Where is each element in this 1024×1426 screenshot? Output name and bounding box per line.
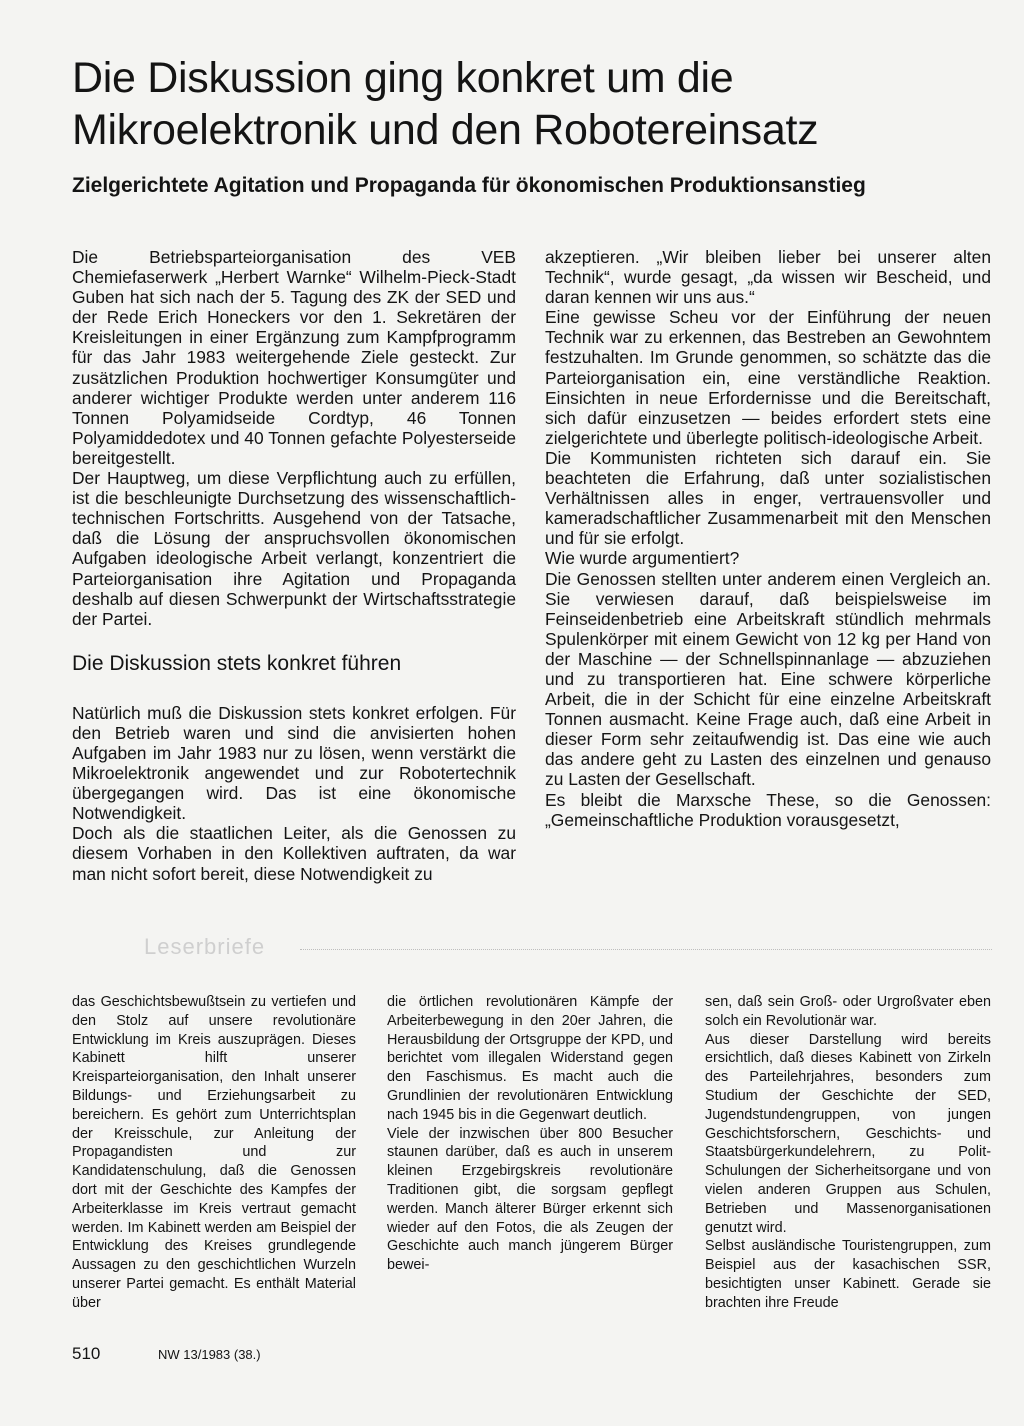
- paragraph: Selbst ausländische Touristengruppen, zum Beispiel aus der kasachischen SSR, besichtigten unser Kabinett. Gerade sie brachten ihre Freude: [705, 1238, 991, 1311]
- letters-column-1: [72, 993, 356, 1313]
- divider-rule: [300, 949, 992, 950]
- article-subtitle: Zielgerichtete Agitation und Propaganda für ökonomischen Produktionsanstieg: [72, 174, 866, 197]
- paragraph: Aus dieser Darstellung wird bereits ersichtlich, daß dieses Kabinett von Zirkeln des Parteilehrjahres, besonders zum Studium der Geschichte der SED, Jugendstundengruppen, von jungen Geschichtsforschern, Geschichts- und Staatsbürgerkundelehrern, zu Polit-Schulungen der Sicherheitsorgane und von vielen anderen Gruppen aus Schulen, Betrieben und Massenorganisationen genutzt wird.: [705, 1031, 991, 1236]
- page-number: 510: [72, 1344, 101, 1363]
- paragraph: Wie wurde argumentiert?: [545, 548, 740, 569]
- paragraph: sen, daß sein Groß- oder Urgroßvater eben solch ein Revolutionär war.: [705, 994, 991, 1029]
- issue-reference: NW 13/1983 (38.): [158, 1347, 261, 1362]
- paragraph: Doch als die staatlichen Leiter, als die Genossen zu diesem Vorhaben in den Kollektiven auftraten, da war man nicht sofort bereit, diese Notwendigkeit zu: [72, 823, 516, 884]
- paragraph: die örtlichen revolutionären Kämpfe der Arbeiterbewegung in den 20er Jahren, die Herausbildung der Ortsgruppe der KPD, und berichtet vom illegalen Widerstand gegen den Faschismus. Es macht auch die Grundlinien der revolutionären Entwicklung nach 1945 bis in die Gegenwart deutlich.: [387, 994, 673, 1123]
- paragraph: Die Genossen stellten unter anderem einen Vergleich an. Sie verwiesen darauf, daß beispielsweise im Feinseidenbetrieb eine Arbeitskraft stündlich mehrmals Spulenkörper mit einem Gewicht von 12 kg per Hand von der Maschine — der Schnellspinnanlage — abzuziehen und zu transportieren hat. Eine schwere körperliche Arbeit, die in der Schicht für eine einzelne Arbeitskraft Tonnen ausmacht. Keine Frage auch, daß eine Arbeit in dieser Form sehr zeitaufwendig ist. Das eine wie auch das andere geht zu Lasten des einzelnen und genauso zu Lasten der Gesellschaft.: [545, 568, 991, 790]
- article-headline: [72, 52, 972, 156]
- paragraph: Eine gewisse Scheu vor der Einführung der neuen Technik war zu erkennen, das Bestreben an Gewohntem festzuhalten. Im Grunde genommen, so schätzte das die Parteiorganisation ein, eine verständliche Reaktion. Einsichten in neue Erfordernisse und die Bereitschaft, sich dafür einzusetzen — beides erfordert stets eine zielgerichtete und überlegte politisch-ideologische Arbeit.: [545, 307, 991, 448]
- headline-line-1: Die Diskussion ging konkret um die: [72, 54, 734, 102]
- paragraph: Viele der inzwischen über 800 Besucher staunen darüber, daß es auch in unserem kleinen Erzgebirgskreis revolutionäre Traditionen gibt, die sorgsam gepflegt werden. Manch älterer Bürger erkennt sich wieder auf den Fotos, die als Zeugen der Geschichte auch manch jüngerem Bürger bewei-: [387, 1125, 673, 1274]
- paragraph: Natürlich muß die Diskussion stets konkret erfolgen. Für den Betrieb waren und sind die anvisierten hohen Aufgaben im Jahr 1983 nur zu lösen, wenn verstärkt die Mikroelektronik angewendet und zur Robotertechnik übergegangen wird. Das ist eine ökonomische Notwendigkeit.: [72, 702, 516, 824]
- section-label: Leserbriefe: [144, 934, 266, 959]
- letters-column-3: [705, 993, 991, 1313]
- paragraph: das Geschichtsbewußtsein zu vertiefen und den Stolz auf unsere revolutionäre Entwicklung im Kreis auszuprägen. Dieses Kabinett hilft unserer Kreisparteiorganisation, den Inhalt unserer Bildungs- und Erziehungsarbeit zu bereichern. Es gehört zum Unterrichtsplan der Kreisschule, zur Anleitung der Propagandisten und zur Kandidatenschulung, daß die Genossen dort mit der Geschichte des Kampfes der Arbeiterklasse im Kreis vertraut gemacht werden. Im Kabinett werden am Beispiel der Entwicklung des Kreises grundlegende Aussagen zu den geschichtlichen Wurzeln unserer Partei gemacht. Es enthält Material über: [72, 994, 356, 1311]
- paragraph: Der Hauptweg, um diese Verpflichtung auch zu erfüllen, ist die beschleunigte Durchsetzung des wissenschaftlich-technischen Fortschritts. Ausgehend von der Tatsache, daß die Lösung der anspruchsvollen ökonomischen Aufgaben ideologische Arbeit verlangt, konzentriert die Parteiorganisation ihre Agitation und Propaganda deshalb auf diesen Schwerpunkt der Wirtschaftsstrategie der Partei.: [72, 468, 516, 629]
- paragraph: Es bleibt die Marxsche These, so die Genossen: „Gemeinschaftliche Produktion vorausgesetzt,: [545, 789, 991, 830]
- paragraph: akzeptieren. „Wir bleiben lieber bei unserer alten Technik“, wurde gesagt, „da wissen wir Bescheid, und daran kennen wir uns aus.“: [545, 247, 991, 308]
- article-column-1: [72, 247, 516, 884]
- letters-column-2: [387, 993, 673, 1275]
- paragraph: Die Kommunisten richteten sich darauf ein. Sie beachteten die Erfahrung, daß unter sozialistischen Verhältnissen alles in enger, vertrauensvoller und kameradschaftlicher Zusammenarbeit mit den Menschen und für sie erfolgt.: [545, 447, 991, 549]
- section-divider: [72, 932, 992, 962]
- headline-line-2: Mikroelektronik und den Robotereinsatz: [72, 106, 819, 154]
- article-subheading: Die Diskussion stets konkret führen: [72, 651, 402, 675]
- article-column-2: [545, 247, 991, 830]
- page-footer: [72, 1344, 572, 1368]
- paragraph: Die Betriebsparteiorganisation des VEB Chemiefaserwerk „Herbert Warnke“ Wilhelm-Pieck-Stadt Guben hat sich nach der 5. Tagung des ZK der SED und der Rede Erich Honeckers vor den 1. Sekretären der Kreisleitungen in einer Ergänzung zum Kampfprogramm für das Jahr 1983 weitergehende Ziele gesteckt. Zur zusätzlichen Produktion hochwertiger Konsumgüter und anderer wichtiger Produkte werden unter anderem 116 Tonnen Polyamidseide Cordtyp, 46 Tonnen Polyamiddedotex und 40 Tonnen gefachte Polyesterseide bereitgestellt.: [72, 247, 516, 468]
